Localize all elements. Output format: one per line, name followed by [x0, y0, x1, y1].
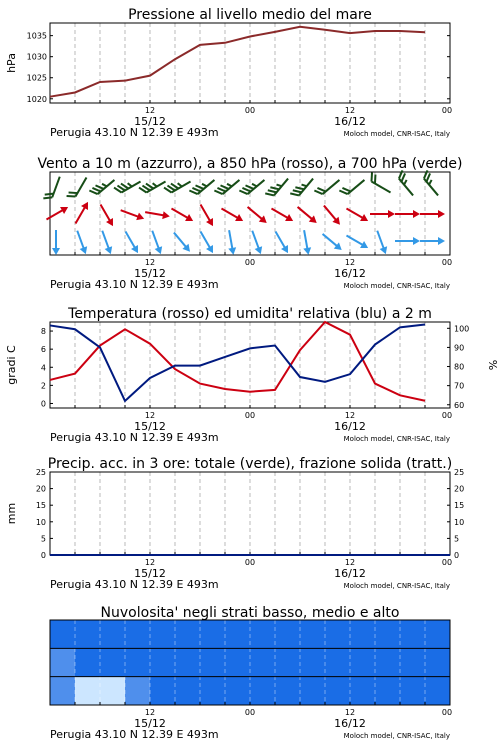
y-tick-label-right: 20 — [454, 484, 465, 494]
wind-barb-850-hPa — [370, 210, 395, 218]
location-label: Perugia 43.10 N 12.39 E 493m — [50, 431, 219, 444]
cloud-cell — [225, 648, 250, 676]
wind-barb-850-hPa — [321, 203, 343, 227]
cloud-cell — [75, 677, 100, 705]
cloud-cell — [200, 620, 225, 648]
cloud-cell — [375, 677, 400, 705]
cloud-cell — [150, 648, 175, 676]
y-tick-label: 0 — [40, 551, 46, 560]
y-tick-label: 1025 — [26, 73, 47, 83]
cloud-cell — [400, 648, 425, 676]
wind-barb-700-hPa — [67, 173, 87, 200]
wind-barb-10-m — [373, 229, 389, 255]
y-tick-label: 20 — [35, 484, 46, 494]
barb-half-feather — [428, 180, 433, 185]
wind-barb-700-hPa — [114, 175, 141, 195]
panel-2 — [37, 156, 462, 291]
y-tick-label: 10 — [35, 517, 46, 527]
arrow-head — [105, 246, 115, 255]
arrow-head — [81, 200, 91, 210]
y-tick-label: 2 — [40, 381, 46, 391]
cloud-cell — [50, 677, 75, 705]
location-label: Perugia 43.10 N 12.39 E 493m — [50, 728, 219, 741]
panel-1 — [5, 7, 452, 139]
cloud-cell — [200, 648, 225, 676]
y-tick-label: 4 — [40, 363, 46, 373]
wind-barb-700-hPa — [43, 174, 59, 201]
cloud-cell — [300, 677, 325, 705]
cloud-cell — [75, 648, 100, 676]
barb-half-feather — [202, 183, 207, 188]
panel-3 — [5, 306, 499, 444]
cloud-cell — [125, 677, 150, 705]
x-tick-label: 12 — [344, 258, 356, 267]
cloud-cell — [275, 648, 300, 676]
arrow-head — [206, 245, 216, 255]
y-axis-label: hPa — [5, 53, 18, 73]
wind-barb-10-m — [225, 229, 237, 255]
cloud-cell — [375, 648, 400, 676]
arrow-head — [162, 211, 170, 220]
x-tick-label: 00 — [244, 708, 256, 717]
x-tick-label: 00 — [244, 258, 256, 267]
cloud-cell — [300, 620, 325, 648]
wind-barb-700-hPa — [290, 173, 313, 198]
barb-half-feather — [102, 183, 107, 188]
wind-barb-10-m — [395, 237, 420, 245]
arrow-head — [52, 248, 60, 255]
wind-barb-700-hPa — [89, 174, 114, 197]
date-label: 16/12 — [334, 717, 366, 730]
wind-barb-700-hPa — [164, 175, 191, 195]
barb-feather — [43, 195, 52, 201]
cloud-cell — [100, 648, 125, 676]
y-tick-label: 1020 — [26, 94, 47, 104]
y-tick-label-right: 25 — [454, 468, 465, 477]
arrow-head — [380, 246, 390, 255]
wind-barb-10-m — [171, 230, 193, 254]
wind-barb-850-hPa — [119, 206, 145, 222]
cloud-cell — [400, 677, 425, 705]
wind-barb-850-hPa — [44, 204, 70, 223]
y-tick-label: 25 — [35, 468, 46, 477]
y-tick-label: 0 — [40, 399, 46, 409]
y-tick-label: 1035 — [26, 31, 47, 41]
x-tick-label: 12 — [344, 106, 356, 115]
wind-barb-850-hPa — [245, 204, 269, 226]
y-tick-label: 1030 — [26, 52, 47, 62]
wind-barb-700-hPa — [214, 174, 239, 197]
wind-barb-700-hPa — [314, 174, 339, 197]
location-label: Perugia 43.10 N 12.39 E 493m — [50, 578, 219, 591]
wind-barb-10-m — [320, 231, 344, 253]
arrow-head — [360, 214, 370, 224]
wind-barb-850-hPa — [395, 210, 420, 218]
y-axis-label: mm — [5, 502, 18, 525]
y-tick-label: 8 — [40, 327, 46, 337]
cloud-cell — [225, 677, 250, 705]
chart-title: Pressione al livello medio del mare — [128, 7, 372, 23]
cloud-cell — [325, 677, 350, 705]
arrow-head — [80, 246, 90, 255]
arrow-head — [185, 214, 195, 224]
x-tick-label: 00 — [441, 411, 453, 420]
cloud-cell — [350, 648, 375, 676]
wind-barb-10-m — [300, 229, 312, 255]
panel-4 — [5, 456, 464, 591]
arrow-head — [413, 237, 420, 245]
x-tick-label: 12 — [344, 411, 356, 420]
arrow-head — [285, 214, 295, 224]
x-tick-label: 12 — [344, 558, 356, 567]
arrow-head — [228, 247, 237, 255]
cloud-cell — [150, 620, 175, 648]
cloud-cell — [425, 648, 450, 676]
cloud-cell — [50, 620, 75, 648]
wind-barb-850-hPa — [219, 205, 245, 224]
cloud-cell — [400, 620, 425, 648]
cloud-cell — [250, 677, 275, 705]
wind-barb-850-hPa — [295, 204, 319, 226]
location-label: Perugia 43.10 N 12.39 E 493m — [50, 126, 219, 139]
cloud-cell — [125, 620, 150, 648]
x-tick-label: 12 — [144, 558, 156, 567]
y-axis-label-right: % — [486, 359, 499, 371]
date-label: 15/12 — [134, 717, 166, 730]
plot-frame — [50, 23, 450, 103]
arrow-head — [155, 246, 165, 255]
wind-barb-700-hPa — [339, 174, 364, 197]
date-label: 15/12 — [134, 267, 166, 280]
y-tick-label: 6 — [40, 345, 46, 355]
date-label: 16/12 — [334, 420, 366, 433]
x-tick-label: 00 — [441, 708, 453, 717]
cloud-cell — [200, 677, 225, 705]
pressure-line — [50, 27, 425, 97]
model-credit: Moloch model, CNR-ISAC, Italy — [343, 130, 450, 138]
cloud-cell — [50, 648, 75, 676]
cloud-cell — [325, 620, 350, 648]
cloud-cell — [225, 620, 250, 648]
arrow-head — [413, 210, 420, 218]
model-credit: Moloch model, CNR-ISAC, Italy — [343, 582, 450, 590]
date-label: 16/12 — [334, 267, 366, 280]
arrow-head — [388, 210, 395, 218]
location-label: Perugia 43.10 N 12.39 E 493m — [50, 278, 219, 291]
cloud-cell — [100, 677, 125, 705]
wind-barb-850-hPa — [269, 205, 295, 224]
date-label: 15/12 — [134, 420, 166, 433]
cloud-cell — [175, 648, 200, 676]
barb-half-feather — [227, 183, 232, 188]
cloud-cell — [125, 648, 150, 676]
y-tick-label-right: 10 — [454, 517, 465, 527]
cloud-cell — [350, 620, 375, 648]
wind-barb-700-hPa — [239, 174, 264, 197]
chart-title: Precip. acc. in 3 ore: totale (verde), frazione solida (tratt.) — [47, 456, 453, 472]
wind-barb-700-hPa — [368, 173, 395, 193]
x-tick-label: 12 — [344, 708, 356, 717]
date-label: 16/12 — [334, 115, 366, 128]
cloud-cell — [300, 648, 325, 676]
arrow-head — [360, 241, 370, 251]
y-axis-label: gradi C — [5, 345, 18, 385]
cloud-cell — [275, 677, 300, 705]
cloud-cell — [250, 648, 275, 676]
x-tick-label: 00 — [244, 106, 256, 115]
model-credit: Moloch model, CNR-ISAC, Italy — [343, 282, 450, 290]
cloud-cell — [150, 677, 175, 705]
wind-barb-10-m — [420, 237, 445, 245]
y-tick-label-right: 100 — [454, 324, 470, 334]
x-tick-label: 12 — [144, 258, 156, 267]
arrow-head — [281, 245, 291, 255]
wind-barb-850-hPa — [144, 208, 170, 220]
arrow-head — [60, 204, 70, 214]
wind-barb-10-m — [52, 230, 60, 255]
y-tick-label-right: 70 — [454, 381, 465, 391]
arrow-head — [235, 214, 245, 224]
y-tick-label-right: 90 — [454, 343, 465, 353]
arrow-head — [438, 237, 445, 245]
y-tick-label-right: 5 — [454, 534, 460, 544]
wind-barb-700-hPa — [265, 173, 288, 198]
wind-barb-10-m — [148, 229, 164, 255]
x-tick-label: 00 — [244, 558, 256, 567]
y-tick-label: 5 — [40, 534, 46, 544]
wind-barb-700-hPa — [139, 175, 166, 195]
wind-barb-10-m — [248, 229, 264, 255]
wind-barb-850-hPa — [344, 205, 370, 224]
cloud-cell — [350, 677, 375, 705]
date-label: 16/12 — [334, 567, 366, 580]
x-tick-label: 12 — [144, 411, 156, 420]
x-tick-label: 00 — [244, 411, 256, 420]
date-label: 15/12 — [134, 115, 166, 128]
wind-barb-10-m — [344, 232, 370, 251]
wind-barb-850-hPa — [420, 210, 445, 218]
model-credit: Moloch model, CNR-ISAC, Italy — [343, 435, 450, 443]
arrow-head — [303, 247, 312, 255]
arrow-head — [206, 218, 216, 228]
arrow-head — [438, 210, 445, 218]
wind-barb-850-hPa — [169, 205, 195, 224]
date-label: 15/12 — [134, 567, 166, 580]
barb-half-feather — [403, 180, 408, 185]
x-tick-label: 00 — [441, 558, 453, 567]
cloud-cell — [75, 620, 100, 648]
wind-barb-10-m — [98, 229, 114, 255]
chart-title: Vento a 10 m (azzurro), a 850 hPa (rosso), a 700 hPa (verde) — [37, 156, 463, 172]
arrow-head — [106, 218, 116, 228]
cloud-cell — [375, 620, 400, 648]
chart-title: Nuvolosita' negli strati basso, medio e alto — [100, 605, 400, 621]
x-tick-label: 00 — [441, 258, 453, 267]
x-tick-label: 12 — [144, 106, 156, 115]
barb-half-feather — [252, 183, 257, 188]
model-credit: Moloch model, CNR-ISAC, Italy — [343, 732, 450, 740]
wind-barb-10-m — [73, 229, 89, 255]
y-tick-label-right: 15 — [454, 501, 465, 511]
cloud-cell — [175, 677, 200, 705]
x-tick-label: 12 — [144, 708, 156, 717]
arrow-head — [131, 245, 141, 255]
cloud-cell — [425, 677, 450, 705]
y-tick-label: 15 — [35, 501, 46, 511]
y-tick-label-right: 80 — [454, 362, 465, 372]
arrow-head — [136, 213, 145, 223]
cloud-cell — [275, 620, 300, 648]
cloud-cell — [325, 648, 350, 676]
wind-barb-700-hPa — [189, 174, 214, 197]
y-tick-label-right: 0 — [454, 551, 460, 560]
cloud-cell — [175, 620, 200, 648]
cloud-cell — [250, 620, 275, 648]
cloud-cell — [425, 620, 450, 648]
y-tick-label-right: 60 — [454, 400, 465, 410]
x-tick-label: 00 — [441, 106, 453, 115]
chart-title: Temperatura (rosso) ed umidita' relativa (blu) a 2 m — [68, 306, 432, 322]
cloud-cell — [100, 620, 125, 648]
arrow-head — [255, 246, 265, 255]
